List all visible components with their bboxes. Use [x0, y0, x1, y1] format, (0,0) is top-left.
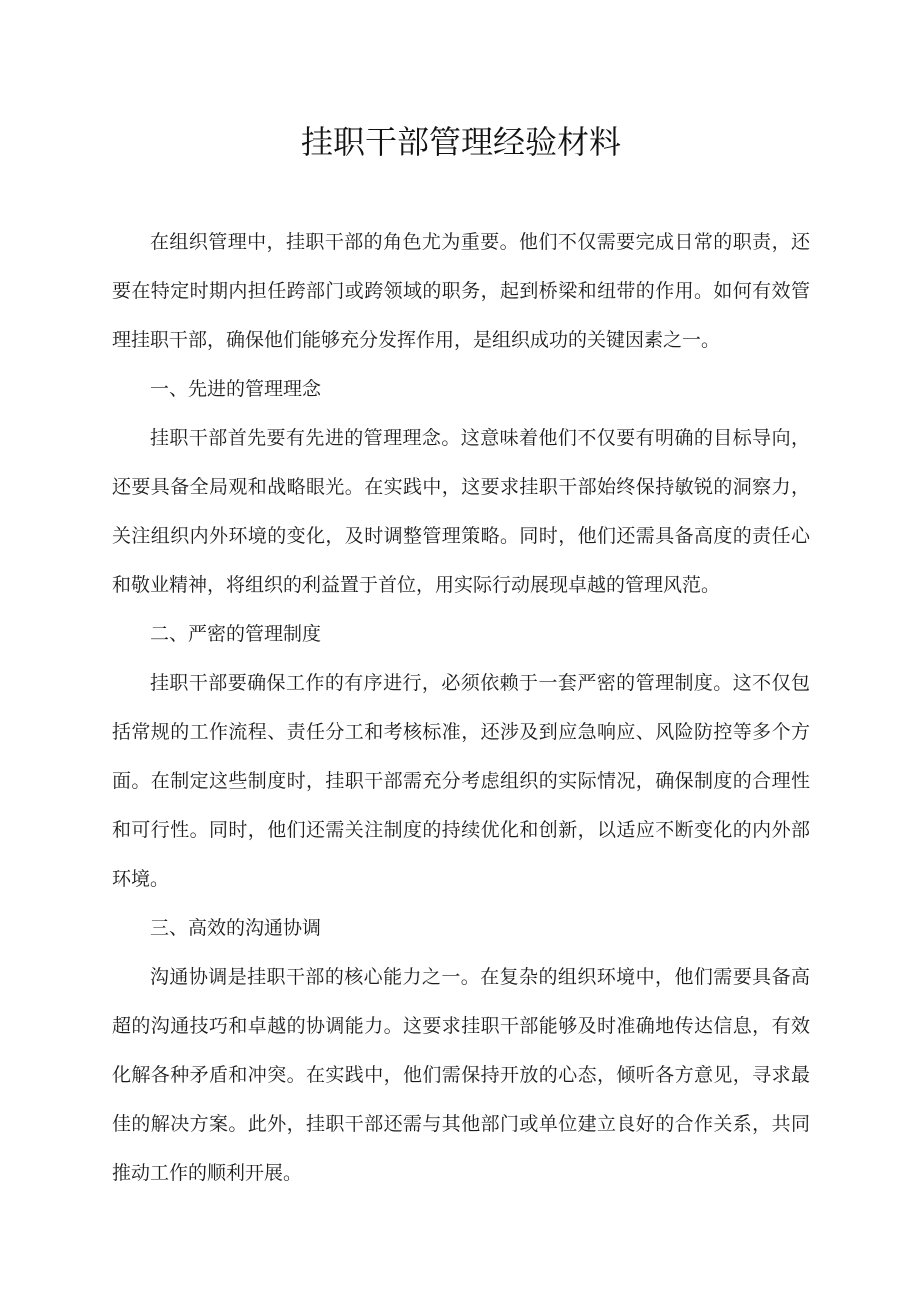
intro-paragraph: 在组织管理中，挂职干部的角色尤为重要。他们不仅需要完成日常的职责，还要在特定时期内担任跨部门或跨领域的职务，起到桥梁和纽带的作用。如何有效管理挂职干部，确保他们能够充分发挥作用，是组织成功的关键因素之一。 — [112, 231, 810, 351]
section-heading-3: 三、高效的沟通协调 — [150, 917, 322, 939]
section-heading-2: 二、严密的管理制度 — [150, 623, 322, 645]
section-paragraph-3: 沟通协调是挂职干部的核心能力之一。在复杂的组织环境中，他们需要具备高超的沟通技巧和卓越的协调能力。这要求挂职干部能够及时准确地传达信息，有效化解各种矛盾和冲突。在实践中，他们需保持开放的心态，倾听各方意见，寻求最佳的解决方案。此外，挂职干部还需与其他部门或单位建立良好的合作关系，共同推动工作的顺利开展。 — [112, 966, 810, 1184]
document-body — [112, 218, 810, 1198]
section-paragraph-1: 挂职干部首先要有先进的管理理念。这意味着他们不仅要有明确的目标导向，还要具备全局观和战略眼光。在实践中，这要求挂职干部始终保持敏锐的洞察力，关注组织内外环境的变化，及时调整管理策略。同时，他们还需具备高度的责任心和敬业精神，将组织的利益置于首位，用实际行动展现卓越的管理风范。 — [112, 427, 810, 596]
document-title: 挂职干部管理经验材料 — [300, 123, 621, 161]
section-paragraph-2: 挂职干部要确保工作的有序进行，必须依赖于一套严密的管理制度。这不仅包括常规的工作流程、责任分工和考核标准，还涉及到应急响应、风险防控等多个方面。在制定这些制度时，挂职干部需充分考虑组织的实际情况，确保制度的合理性和可行性。同时，他们还需关注制度的持续优化和创新，以适应不断变化的内外部环境。 — [112, 672, 810, 890]
section-heading-1: 一、先进的管理理念 — [150, 378, 322, 400]
